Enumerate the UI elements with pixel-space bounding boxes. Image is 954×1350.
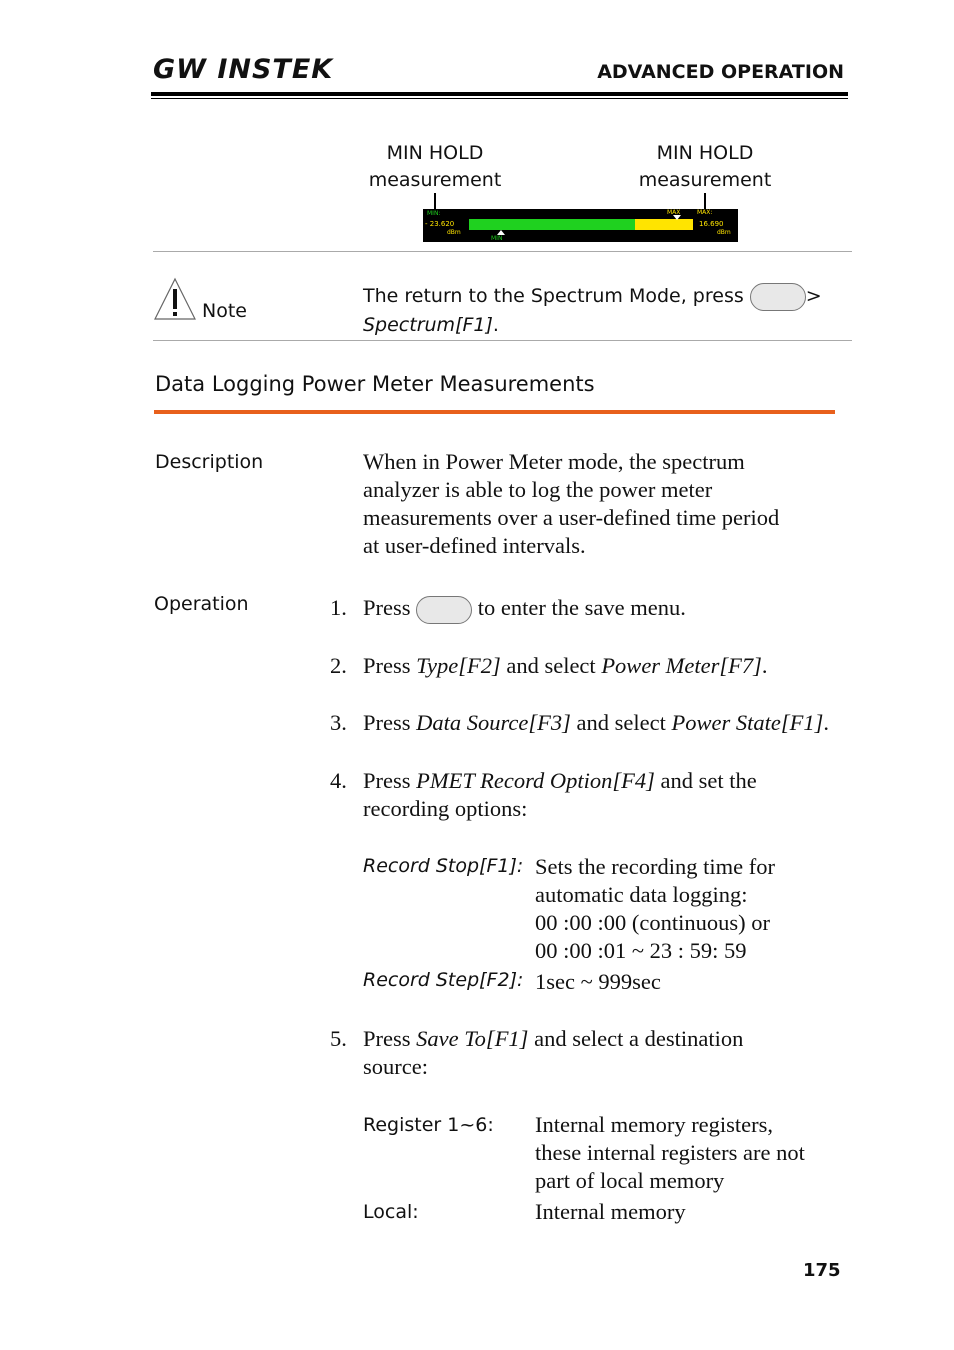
step-number: 2. <box>330 653 347 678</box>
operation-label: Operation <box>154 593 249 615</box>
meter-min-label: MIN: <box>427 210 441 217</box>
record-stop-key-text: Record Stop[F1]: <box>363 855 524 877</box>
register-key: Register 1~6: <box>363 1114 494 1136</box>
record-stop-line: 00 :00 :01 ~ 23 : 59: 59 <box>535 938 747 963</box>
step-5-text-end: and select a destination <box>534 1026 744 1051</box>
power-state-key: Power State[F1] <box>671 710 824 735</box>
record-step-value: 1sec ~ 999sec <box>535 969 661 994</box>
record-stop-line: Sets the recording time for <box>535 854 775 879</box>
meter-min-marker-label: MIN <box>491 235 503 242</box>
header-rule-thin <box>151 98 848 99</box>
left-caption-line1: MIN HOLD <box>386 142 484 164</box>
meter-max-unit: dBm <box>717 229 731 236</box>
record-stop-key <box>363 855 523 877</box>
step-4-text: Press <box>363 768 411 793</box>
header-rule <box>151 92 848 96</box>
register-line: these internal registers are not <box>535 1140 805 1165</box>
step-1-text-end: to enter the save menu. <box>477 595 686 620</box>
section-rule <box>154 410 835 414</box>
meter-green-fill <box>469 219 635 230</box>
right-caption-line1: MIN HOLD <box>656 142 754 164</box>
step-3-text: Press <box>363 710 411 735</box>
step-2-text-mid: and select <box>506 653 596 678</box>
record-step-key-text: Record Step[F2]: <box>363 969 524 991</box>
note-bottom-divider <box>153 340 852 341</box>
meter-max-marker-label: MAX <box>667 209 681 216</box>
description-label: Description <box>155 451 264 473</box>
step-3-end: . <box>823 710 830 735</box>
description-text <box>363 448 779 560</box>
right-caption-line2: measurement <box>638 169 772 191</box>
step-3-text-mid: and select <box>576 710 666 735</box>
step-5 <box>363 1025 743 1081</box>
step-5-text: Press <box>363 1026 411 1051</box>
step-number: 4. <box>330 768 347 793</box>
step-2 <box>363 652 768 680</box>
warning-icon <box>153 277 197 326</box>
step-2-text: Press <box>363 653 411 678</box>
header-section-title: ADVANCED OPERATION <box>597 61 844 83</box>
note-label: Note <box>202 300 247 322</box>
preset-key-icon <box>750 283 806 311</box>
power-meter-key: Power Meter[F7] <box>601 653 762 678</box>
left-caption <box>335 140 535 194</box>
step-number: 3. <box>330 710 347 735</box>
note-text <box>363 282 822 340</box>
power-meter-bar <box>423 209 738 242</box>
meter-max-marker-icon <box>673 215 681 220</box>
record-stop-desc <box>535 853 775 965</box>
note-end: . <box>492 314 499 336</box>
type-key: Type[F2] <box>416 653 501 678</box>
step-number: 5. <box>330 1026 347 1051</box>
left-caption-line2: measurement <box>368 169 502 191</box>
save-to-key: Save To[F1] <box>416 1026 529 1051</box>
step-number: 1. <box>330 595 347 620</box>
description-line: at user-defined intervals. <box>363 533 586 558</box>
record-stop-line: 00 :00 :00 (continuous) or <box>535 910 770 935</box>
step-4-line2: recording options: <box>363 796 528 821</box>
description-line: analyzer is able to log the power meter <box>363 477 713 502</box>
page-number: 175 <box>803 1260 841 1281</box>
register-line: part of local memory <box>535 1168 725 1193</box>
note-spectrum-key: Spectrum[F1] <box>363 314 493 336</box>
step-5-line2: source: <box>363 1054 428 1079</box>
note-text-part1: The return to the Spectrum Mode, press <box>363 285 744 307</box>
gw-instek-logo: GW INSTEK <box>153 54 334 85</box>
register-line: Internal memory registers, <box>535 1112 774 1137</box>
pmet-record-option-key: PMET Record Option[F4] <box>416 768 655 793</box>
meter-min-unit: dBm <box>447 229 461 236</box>
step-4 <box>363 767 757 823</box>
save-key-icon <box>416 596 472 624</box>
meter-max-label: MAX: <box>697 209 713 216</box>
local-value: Internal memory <box>535 1199 686 1224</box>
step-2-end: . <box>761 653 768 678</box>
step-3 <box>363 709 829 737</box>
meter-min-value: - 23.620 <box>425 220 455 228</box>
meter-yellow-fill <box>635 219 693 230</box>
data-source-key: Data Source[F3] <box>416 710 571 735</box>
step-1-text: Press <box>363 595 411 620</box>
note-gt: > <box>805 285 822 307</box>
meter-max-value: 16.690 <box>699 220 724 228</box>
record-step-key <box>363 969 523 991</box>
step-1 <box>363 594 686 624</box>
record-stop-line: automatic data logging: <box>535 882 748 907</box>
register-desc <box>535 1111 805 1195</box>
note-top-divider <box>153 251 852 252</box>
section-title: Data Logging Power Meter Measurements <box>155 372 595 396</box>
description-line: When in Power Meter mode, the spectrum <box>363 449 745 474</box>
description-line: measurements over a user-defined time period <box>363 505 780 530</box>
local-key: Local: <box>363 1201 419 1223</box>
step-4-text-end: and set the <box>660 768 757 793</box>
right-caption <box>605 140 805 194</box>
